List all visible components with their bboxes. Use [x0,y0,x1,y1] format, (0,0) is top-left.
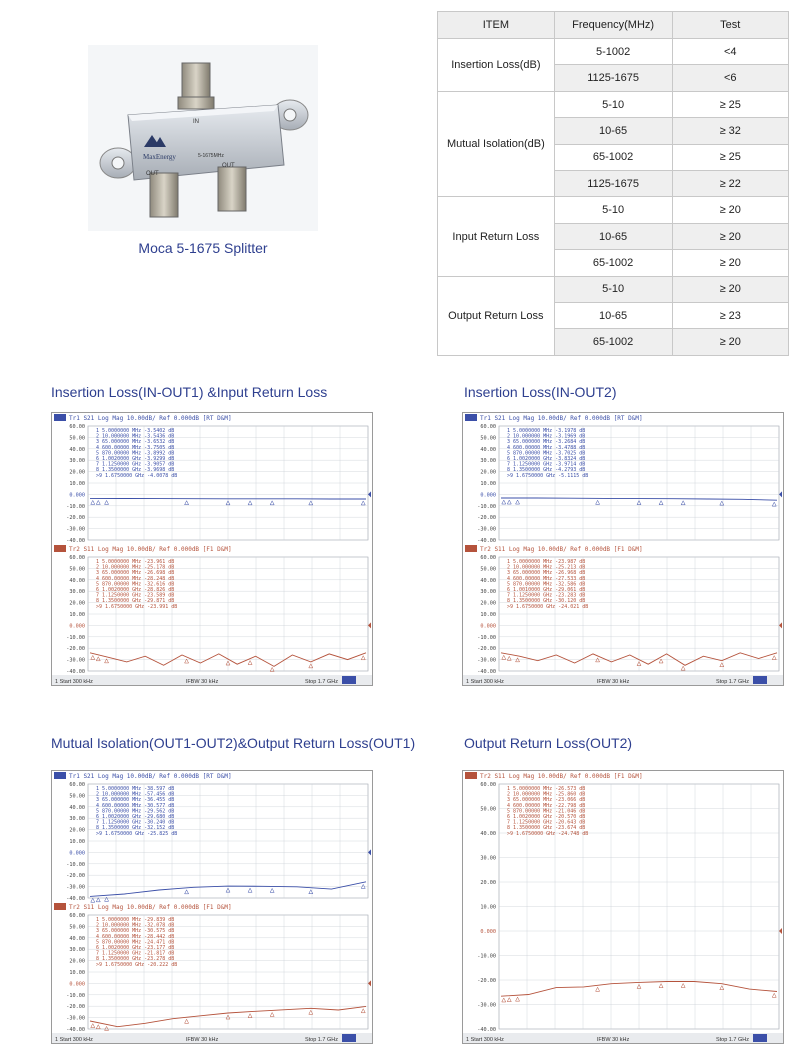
freq-cell: 10-65 [554,223,672,249]
item-cell: Input Return Loss [438,197,555,276]
marker-readout: >9 1.6750000 GHz -24.748 dB [507,830,589,837]
marker-readout: 6 1.0020000 GHz -23.177 dB [96,945,175,951]
ifbw-label: IFBW 30 kHz [596,1037,630,1043]
reference-marker-icon [779,928,782,934]
marker-readout: 6 1.0020000 GHz -28.826 dB [96,587,175,593]
marker-readout: 6 1.0020000 GHz -20.570 dB [507,814,586,820]
freq-cell: 65-1002 [554,250,672,276]
y-tick-label: -20.00 [477,515,496,522]
marker-readout: 8 1.3500000 GHz -29.871 dB [96,598,175,605]
y-tick-label: -30.00 [66,526,85,533]
y-tick-label: 40.00 [69,577,85,584]
marker-readout: 4 600.00000 MHz -27.533 dB [507,575,586,582]
marker-readout: 4 600.00000 MHz -22.798 dB [507,802,586,809]
y-tick-label: -30.00 [477,657,496,664]
marker-readout: 4 600.00000 MHz -28.442 dB [96,933,175,940]
status-indicator-icon [753,1034,767,1042]
item-cell: Insertion Loss(dB) [438,39,555,92]
y-tick-label: -40.00 [66,538,85,544]
marker-readout: 8 1.3500000 GHz -32.152 dB [96,825,175,832]
freq-cell: 5-10 [554,197,672,223]
marker-readout: 6 1.0010000 GHz -29.061 dB [507,587,586,593]
product-caption: Moca 5-1675 Splitter [138,240,268,256]
test-cell: <4 [672,39,789,65]
stop-frequency: Stop 1.7 GHz [304,1037,338,1043]
marker-readout: 2 10.000000 MHz -32.078 dB [96,922,175,929]
marker-triangle-icon [96,898,100,902]
ifbw-label: IFBW 30 kHz [596,679,630,685]
trace-header: Tr2 S11 Log Mag 10.00dB/ Ref 0.000dB [F1 D&M] [69,546,232,553]
y-tick-label: -10.00 [66,634,85,641]
y-tick-label: -20.00 [66,646,85,653]
test-cell: ≥ 20 [672,223,789,249]
y-tick-label: -30.00 [66,657,85,664]
test-cell: ≥ 20 [672,276,789,302]
marker-readout: 7 1.1250000 GHz -30.240 dB [96,819,175,826]
marker-readout: 3 65.000000 MHz -30.575 dB [96,928,175,935]
y-tick-label: -20.00 [66,515,85,522]
y-tick-label: -40.00 [66,896,85,902]
marker-readout: 4 600.00000 MHz -3.4788 dB [507,444,586,451]
marker-readout: 4 600.00000 MHz -3.7505 dB [96,444,175,451]
y-tick-label: -40.00 [66,669,85,675]
y-tick-label: 40.00 [480,831,496,837]
y-tick-label: 30.00 [69,816,85,823]
y-tick-label: 50.00 [480,566,496,573]
freq-cell: 1125-1675 [554,65,672,91]
marker-readout: 5 870.00000 MHz -32.616 dB [96,581,175,588]
trace-badge [54,545,66,552]
y-tick-label: 40.00 [69,446,85,453]
marker-readout: 7 1.1250000 GHz -20.643 dB [507,819,586,826]
y-tick-label: -40.00 [477,1027,496,1033]
y-tick-label: -40.00 [66,1027,85,1033]
marker-readout: 3 65.000000 MHz -36.455 dB [96,797,175,804]
section-title-2: Insertion Loss(IN-OUT2) [464,384,617,400]
test-cell: ≥ 20 [672,197,789,223]
marker-readout: >9 1.6750000 GHz -23.991 dB [96,603,178,610]
y-tick-label: -30.00 [66,1015,85,1022]
port-out1-label: OUT [146,171,159,177]
start-frequency: 1 Start 300 kHz [466,1037,504,1043]
item-cell: Mutual Isolation(dB) [438,91,555,197]
status-indicator-icon [342,1034,356,1042]
y-tick-label: 30.00 [480,589,496,596]
port-out2-label: OUT [222,163,235,169]
header-test: Test [672,12,789,39]
y-tick-label: -30.00 [477,526,496,533]
y-tick-label: 50.00 [480,435,496,442]
marker-readout: 2 10.000000 MHz -3.1969 dB [507,433,586,440]
y-tick-label: 20.00 [69,827,85,834]
y-tick-label: 10.00 [480,904,496,911]
trace-badge [54,903,66,910]
freq-cell: 65-1002 [554,329,672,356]
chart-2 [462,412,784,686]
test-cell: ≥ 20 [672,329,789,356]
y-tick-label: 20.00 [480,600,496,607]
y-tick-label: 20.00 [69,958,85,965]
test-cell: ≥ 20 [672,250,789,276]
test-cell: <6 [672,65,789,91]
header-item: ITEM [438,12,555,39]
marker-readout: 1 5.0000000 MHz -23.987 dB [507,559,586,565]
test-cell: ≥ 32 [672,118,789,144]
y-tick-label: 60.00 [480,555,496,561]
reference-marker-icon [368,622,371,628]
y-tick-label: 10.00 [69,612,85,618]
y-tick-label: -40.00 [477,538,496,544]
item-cell: Output Return Loss [438,276,555,355]
port-in-label: IN [193,119,199,125]
y-tick-label: 50.00 [69,793,85,800]
trace-header: Tr2 S11 Log Mag 10.00dB/ Ref 0.000dB [F1 D&M] [69,904,232,911]
y-tick-label: 60.00 [69,555,85,561]
marker-readout: 3 65.000000 MHz -23.066 dB [507,797,586,804]
marker-readout: 4 600.00000 MHz -30.577 dB [96,802,175,809]
reference-marker-icon [779,622,782,628]
freq-cell: 1125-1675 [554,171,672,197]
reference-marker-icon [779,491,782,497]
marker-readout: >9 1.6750000 GHz -5.1115 dB [507,472,589,479]
brand-label: MaxEnergy [143,153,176,161]
test-cell: ≥ 25 [672,144,789,170]
y-tick-label: -40.00 [477,669,496,675]
network-analyzer-plot [52,771,372,1043]
y-tick-label: -10.00 [477,503,496,510]
y-tick-label: 50.00 [69,435,85,442]
marker-readout: 6 1.0020000 GHz -3.9299 dB [96,456,175,462]
marker-readout: 3 65.000000 MHz -26.968 dB [507,570,586,577]
y-tick-label: 30.00 [480,458,496,465]
trace-badge [54,772,66,779]
y-tick-label: 30.00 [69,947,85,954]
marker-readout: 2 10.000000 MHz -57.456 dB [96,791,175,798]
marker-readout: 1 5.0000000 MHz -23.961 dB [96,559,175,565]
reference-marker-icon [368,491,371,497]
marker-readout: 1 5.0000000 MHz -38.597 dB [96,786,175,792]
y-tick-label: -20.00 [66,1004,85,1011]
y-tick-label: -30.00 [66,884,85,891]
y-tick-label: 0.000 [480,492,496,499]
trace-header: Tr2 S11 Log Mag 10.00dB/ Ref 0.000dB [F1 D&M] [480,773,643,780]
y-tick-label: 50.00 [480,806,496,813]
chart-4 [462,770,784,1044]
y-tick-label: 60.00 [480,782,496,788]
test-cell: ≥ 22 [672,171,789,197]
model-label: 5-1675MHz [198,153,224,159]
table-row [438,91,789,117]
marker-readout: 7 1.1250000 GHz -23.283 dB [507,592,586,599]
y-tick-label: 0.000 [69,850,85,857]
marker-readout: 8 1.3500000 GHz -23.278 dB [96,956,175,963]
ifbw-label: IFBW 30 kHz [185,679,219,685]
stop-frequency: Stop 1.7 GHz [715,679,749,685]
marker-readout: 2 10.000000 MHz -25.178 dB [96,564,175,571]
trace-header: Tr1 S21 Log Mag 10.00dB/ Ref 0.000dB [RT D&M] [69,415,232,422]
y-tick-label: -10.00 [477,953,496,960]
marker-readout: 2 10.000000 MHz -25.860 dB [507,791,586,798]
header-frequency: Frequency(MHz) [554,12,672,39]
y-tick-label: 50.00 [69,924,85,931]
freq-cell: 65-1002 [554,144,672,170]
table-row [438,276,789,302]
reference-marker-icon [368,849,371,855]
freq-cell: 10-65 [554,303,672,329]
marker-readout: 8 1.3500000 GHz -4.2793 dB [507,467,586,474]
freq-cell: 5-10 [554,91,672,117]
network-analyzer-plot [463,413,783,685]
y-tick-label: 0.000 [480,929,496,935]
stop-frequency: Stop 1.7 GHz [304,679,338,685]
marker-readout: >9 1.6750000 GHz -24.021 dB [507,603,589,610]
marker-readout: 1 5.0000000 MHz -3.5402 dB [96,428,175,434]
chart-1 [51,412,373,686]
marker-readout: 3 65.000000 MHz -3.6532 dB [96,439,175,446]
y-tick-label: 10.00 [69,970,85,976]
marker-readout: 4 600.00000 MHz -28.248 dB [96,575,175,582]
marker-readout: 8 1.3500000 GHz -3.9698 dB [96,467,175,474]
y-tick-label: 40.00 [480,577,496,584]
trace-header: Tr2 S11 Log Mag 10.00dB/ Ref 0.000dB [F1 D&M] [480,546,643,553]
trace-badge [54,414,66,421]
section-title-3: Mutual Isolation(OUT1-OUT2)&Output Return Loss(OUT1) [51,735,416,751]
y-tick-label: 60.00 [69,913,85,919]
marker-readout: 2 10.000000 MHz -3.5436 dB [96,433,175,440]
marker-readout: 5 870.00000 MHz -32.586 dB [507,581,586,588]
freq-cell: 5-1002 [554,39,672,65]
marker-readout: >9 1.6750000 GHz -4.0078 dB [96,472,178,479]
marker-readout: 2 10.000000 MHz -25.213 dB [507,564,586,571]
trace-badge [465,414,477,421]
y-tick-label: 60.00 [69,782,85,788]
reference-marker-icon [368,980,371,986]
marker-readout: 1 5.0000000 MHz -29.839 dB [96,917,175,923]
ifbw-label: IFBW 30 kHz [185,1037,219,1043]
y-tick-label: 10.00 [480,481,496,487]
status-indicator-icon [753,676,767,684]
y-tick-label: -20.00 [66,873,85,880]
y-tick-label: 10.00 [69,839,85,845]
network-analyzer-plot [52,413,372,685]
y-tick-label: 30.00 [69,589,85,596]
table-row [438,39,789,65]
marker-readout: 6 1.0020000 GHz -3.8324 dB [507,456,586,462]
marker-triangle-icon [91,898,95,902]
marker-readout: 7 1.1250000 GHz -23.589 dB [96,592,175,599]
freq-cell: 5-10 [554,276,672,302]
y-tick-label: -10.00 [477,634,496,641]
y-tick-label: 0.000 [480,623,496,630]
status-indicator-icon [342,676,356,684]
start-frequency: 1 Start 300 kHz [55,1037,93,1043]
marker-readout: >9 1.6750000 GHz -25.825 dB [96,830,178,837]
y-tick-label: -10.00 [66,861,85,868]
y-tick-label: -10.00 [66,992,85,999]
y-tick-label: -30.00 [477,1002,496,1009]
marker-readout: 5 870.00000 MHz -3.7025 dB [507,450,586,457]
marker-readout: 8 1.3500000 GHz -30.120 dB [507,598,586,605]
y-tick-label: -20.00 [477,646,496,653]
y-tick-label: 20.00 [69,600,85,607]
test-cell: ≥ 25 [672,91,789,117]
y-tick-label: 60.00 [69,424,85,430]
y-tick-label: 10.00 [69,481,85,487]
y-tick-label: 10.00 [480,612,496,618]
y-tick-label: 40.00 [480,446,496,453]
y-tick-label: 50.00 [69,566,85,573]
table-row [438,197,789,223]
marker-readout: 3 65.000000 MHz -26.698 dB [96,570,175,577]
marker-readout: 1 5.0000000 MHz -3.1978 dB [507,428,586,434]
y-tick-label: 60.00 [480,424,496,430]
marker-readout: 6 1.0020000 GHz -29.680 dB [96,814,175,820]
section-title-4: Output Return Loss(OUT2) [464,735,633,751]
start-frequency: 1 Start 300 kHz [55,679,93,685]
y-tick-label: -20.00 [477,978,496,984]
network-analyzer-plot [463,771,783,1043]
marker-readout: 8 1.3500000 GHz -23.674 dB [507,825,586,832]
y-tick-label: 40.00 [69,935,85,942]
y-tick-label: 20.00 [69,469,85,476]
y-tick-label: 30.00 [69,458,85,465]
trace-header: Tr1 S21 Log Mag 10.00dB/ Ref 0.000dB [RT D&M] [69,773,232,780]
y-tick-label: 30.00 [480,855,496,862]
y-tick-label: -10.00 [66,503,85,510]
chart-3 [51,770,373,1044]
product-photo [88,45,318,231]
marker-readout: 5 870.00000 MHz -3.8992 dB [96,450,175,457]
y-tick-label: 0.000 [69,981,85,988]
trace-header: Tr1 S21 Log Mag 10.00dB/ Ref 0.000dB [RT D&M] [480,415,643,422]
section-title-1: Insertion Loss(IN-OUT1) &Input Return Loss [51,384,328,400]
test-cell: ≥ 23 [672,303,789,329]
trace-badge [465,545,477,552]
marker-readout: 7 1.1250000 GHz -21.817 dB [96,950,175,957]
marker-readout: 3 65.000000 MHz -3.2684 dB [507,439,586,446]
marker-readout: >9 1.6750000 GHz -20.222 dB [96,961,178,968]
start-frequency: 1 Start 300 kHz [466,679,504,685]
marker-readout: 5 870.00000 MHz -29.562 dB [96,808,175,815]
marker-readout: 1 5.0000000 MHz -26.573 dB [507,786,586,792]
freq-cell: 10-65 [554,118,672,144]
marker-readout: 7 1.1250000 GHz -3.9714 dB [507,461,586,468]
spec-table [437,11,789,356]
stop-frequency: Stop 1.7 GHz [715,1037,749,1043]
trace-badge [465,772,477,779]
marker-readout: 5 870.00000 MHz -24.471 dB [96,939,175,946]
y-tick-label: 40.00 [69,804,85,811]
y-tick-label: 20.00 [480,880,496,886]
marker-readout: 5 870.00000 MHz -21.046 dB [507,808,586,815]
y-tick-label: 0.000 [69,492,85,499]
y-tick-label: 20.00 [480,469,496,476]
y-tick-label: 0.000 [69,623,85,630]
marker-readout: 7 1.1250000 GHz -3.9057 dB [96,461,175,468]
